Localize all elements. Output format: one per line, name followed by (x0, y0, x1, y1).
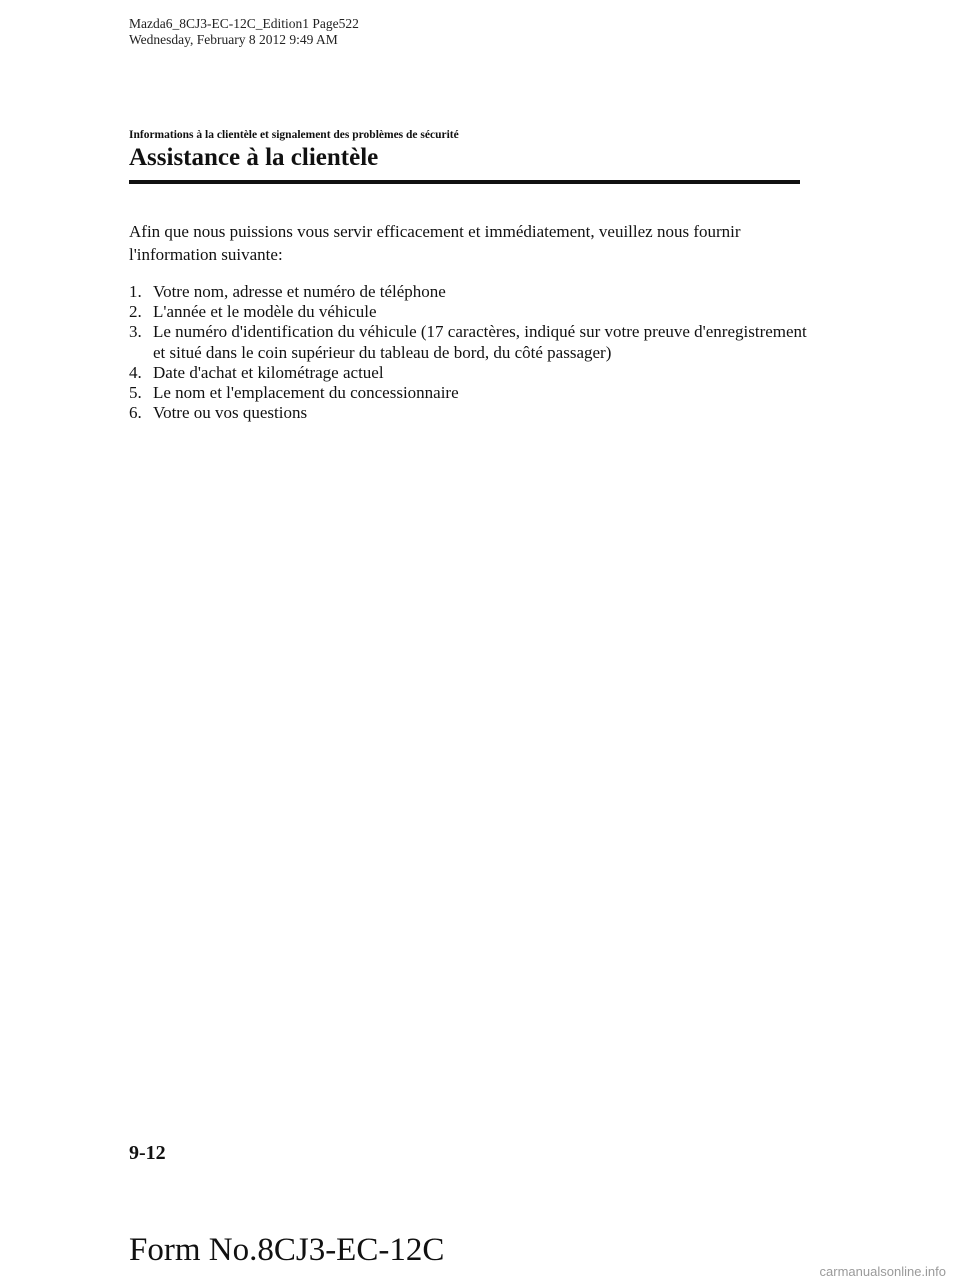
form-number: Form No.8CJ3-EC-12C (129, 1232, 445, 1268)
list-item-text: Le numéro d'identification du véhicule (17 caractères, indiqué sur votre preuve d'enregistrement et situé dans le coin supérieur du tableau de bord, du côté passager) (153, 322, 807, 362)
list-item (129, 363, 809, 383)
list-item-text: Votre nom, adresse et numéro de téléphone (153, 282, 446, 301)
section-label: Informations à la clientèle et signalement des problèmes de sécurité (129, 129, 459, 141)
list-item-text: Date d'achat et kilométrage actuel (153, 362, 384, 382)
list-item (129, 322, 809, 362)
info-list (129, 282, 809, 423)
file-meta-line-2: Wednesday, February 8 2012 9:49 AM (129, 32, 338, 47)
list-item (129, 383, 809, 403)
list-item-text: Votre ou vos questions (153, 403, 308, 423)
watermark: carmanualsonline.info (819, 1264, 946, 1279)
list-item-number: 6. (129, 403, 142, 423)
page-number: 9-12 (129, 1142, 166, 1164)
list-item (129, 403, 809, 423)
list-item-number: 5. (129, 383, 142, 403)
title-rule (129, 180, 800, 184)
file-meta-header (129, 16, 359, 48)
file-meta-line-1: Mazda6_8CJ3-EC-12C_Edition1 Page522 (129, 16, 359, 31)
list-item (129, 282, 809, 302)
list-item-number: 2. (129, 302, 142, 322)
list-item-text: L'année et le modèle du véhicule (153, 302, 377, 322)
list-item-number: 1. (129, 282, 142, 301)
list-item-number: 4. (129, 362, 142, 382)
list-item-text: Le nom et l'emplacement du concessionnaire (153, 383, 459, 403)
intro-paragraph: Afin que nous puissions vous servir efficacement et immédiatement, veuillez nous fournir l'information suivante: (129, 222, 741, 264)
list-item-number: 3. (129, 322, 142, 342)
page-title: Assistance à la clientèle (129, 144, 379, 171)
list-item (129, 302, 809, 322)
